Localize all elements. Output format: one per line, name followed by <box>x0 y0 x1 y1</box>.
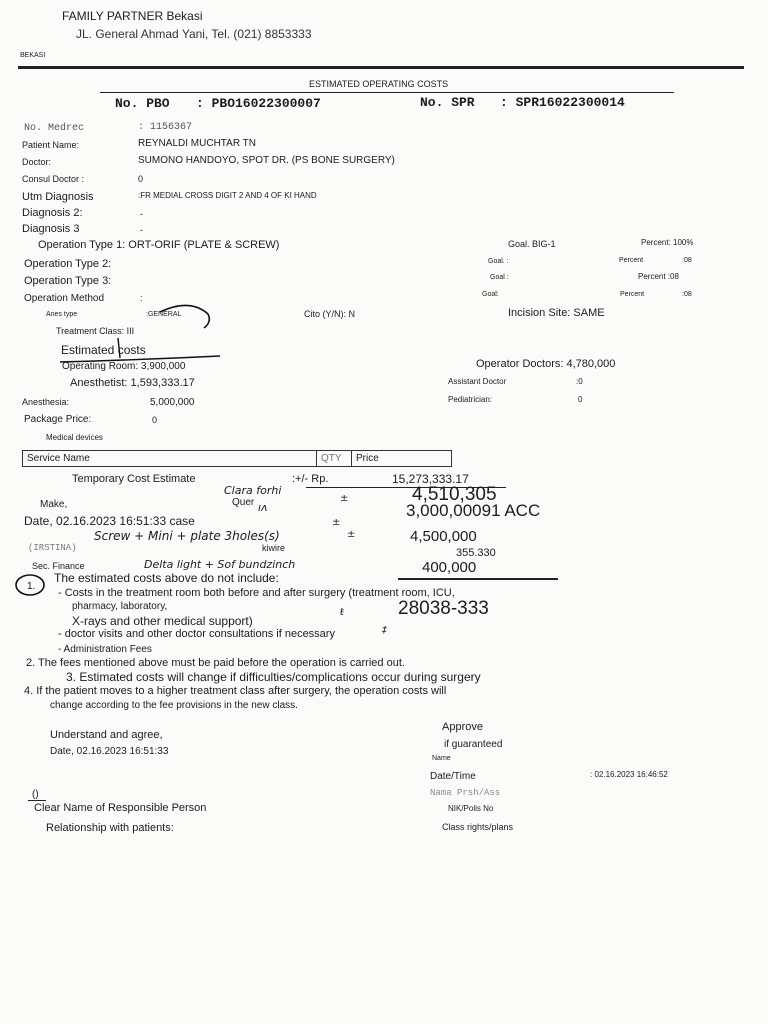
hw-phone: 28038-333 <box>398 598 489 619</box>
pediatrician-label: Pediatrician: <box>448 395 493 404</box>
branch-label: BEKASI <box>20 52 46 59</box>
hw-mark-5: ‡ <box>382 625 387 636</box>
percent-4-value: :08 <box>682 291 692 298</box>
date-case: Date, 02.16.2023 16:51:33 case <box>24 514 195 528</box>
hw-value-4: 355.330 <box>456 547 496 559</box>
hw-swirl: ıᴧ <box>258 501 268 514</box>
goal-3: Goal : <box>490 274 509 281</box>
hw-value-5: 400,000 <box>422 559 477 576</box>
sec-finance-label: Sec. Finance <box>32 561 85 571</box>
approve-label: Approve <box>442 721 483 733</box>
operation-method-value: : <box>140 293 143 303</box>
title-rule <box>100 92 674 93</box>
hw-mark-4: ŧ <box>340 607 344 618</box>
hw-sum-rule <box>398 578 558 580</box>
note-1: The estimated costs above do not include: <box>54 571 279 585</box>
percent-4-label: Percent <box>620 291 645 298</box>
doctor-label: Doctor: <box>22 157 52 167</box>
pediatrician-value: 0 <box>578 395 583 404</box>
diag2-value: - <box>140 209 143 219</box>
col-qty: QTY <box>317 451 352 467</box>
utm-value: :FR MEDIAL CROSS DIGIT 2 AND 4 OF KI HAND <box>138 191 317 200</box>
understand-agree: Understand and agree, <box>50 729 163 741</box>
class-rights-label: Class rights/plans <box>442 822 514 832</box>
assistant-doctor-label: Assistant Doctor <box>448 377 507 386</box>
doctor-value: SUMONO HANDOYO, SPOT DR. (PS BONE SURGERY) <box>138 155 395 166</box>
goal-1: Goal. BIG-1 <box>508 239 556 249</box>
irstina-label: (IRSTINA) <box>28 543 77 553</box>
approver-name-label: Name <box>432 755 451 762</box>
treatment-class: Treatment Class: III <box>56 326 135 336</box>
medical-devices-label: Medical devices <box>46 433 103 442</box>
patient-name-value: REYNALDI MUCHTAR TN <box>138 138 256 149</box>
diag3-label: Diagnosis 3 <box>22 223 80 235</box>
operator-doctors: Operator Doctors: 4,780,000 <box>476 358 616 370</box>
incision-site: Incision Site: SAME <box>508 307 605 319</box>
percent-3: Percent :08 <box>638 272 679 281</box>
note-1b: pharmacy, laboratory, <box>72 601 168 612</box>
form-title: ESTIMATED OPERATING COSTS <box>309 79 449 89</box>
note-1a: - Costs in the treatment room both before and after surgery (treatment room, ICU, <box>58 587 455 599</box>
note-1d: - doctor visits and other doctor consultations if necessary <box>58 628 335 640</box>
if-guaranteed-label: if guaranteed <box>444 739 503 750</box>
goal-2: Goal. : <box>488 258 509 265</box>
relationship-label: Relationship with patients: <box>46 822 174 834</box>
goal-4: Goal: <box>482 291 499 298</box>
datetime-value: : 02.16.2023 16:46:52 <box>590 770 668 779</box>
anesthetist: Anesthetist: 1,593,333.17 <box>70 377 195 389</box>
datetime-label: Date/Time <box>430 771 476 782</box>
hw-screw-note: Screw + Mini + plate 3holes(s) <box>94 529 280 543</box>
operation-type-3-label: Operation Type 3: <box>24 275 112 287</box>
hw-value-2: 3,000,00091 ACC <box>406 501 541 520</box>
consul-label: Consul Doctor : <box>22 174 85 184</box>
operation-type-1: Operation Type 1: ORT-ORIF (PLATE & SCREW) <box>38 239 280 251</box>
responsible-person-label: Clear Name of Responsible Person <box>34 802 207 814</box>
anes-type-label: Anes type <box>46 311 78 318</box>
note-3: 3. Estimated costs will change if difficulties/complications occur during surgery <box>66 670 481 684</box>
header-rule <box>18 66 744 69</box>
col-service-name: Service Name <box>23 451 317 467</box>
note-4: 4. If the patient moves to a higher treatment class after surgery, the operation costs will <box>24 685 447 697</box>
patient-name-label: Patient Name: <box>22 140 80 150</box>
pbo-label: No. PBO <box>115 96 170 111</box>
hw-clara-forhi: Clara forhi <box>224 484 282 497</box>
consul-value: 0 <box>138 174 144 184</box>
hw-mark-2: ± <box>332 517 341 528</box>
diag3-value: - <box>140 225 143 235</box>
svg-text:1.: 1. <box>27 581 36 592</box>
pbo-value: : PBO16022300007 <box>196 96 321 111</box>
cito-label: Cito (Y/N): N <box>304 309 356 319</box>
utm-label: Utm Diagnosis <box>22 191 94 203</box>
anes-type-value: :GENERAL <box>146 311 182 318</box>
table-header-row <box>23 451 452 467</box>
medrec-value: : 1156367 <box>138 122 193 133</box>
operating-room: Operating Room: 3,900,000 <box>62 361 186 372</box>
hw-mark-1: ± <box>340 493 349 504</box>
anesthesia-value: 5,000,000 <box>150 397 195 408</box>
signature-date: Date, 02.16.2023 16:51:33 <box>50 746 169 757</box>
spr-value: : SPR16022300014 <box>500 95 625 110</box>
col-price: Price <box>352 451 452 467</box>
note-1c: X-rays and other medical support) <box>72 614 253 628</box>
package-price-value: 0 <box>152 415 158 425</box>
pen-circle-mark <box>14 572 50 598</box>
diag2-label: Diagnosis 2: <box>22 207 83 219</box>
temp-cost-value: 15,273,333.17 <box>392 472 469 486</box>
nama-prsh-label: Nama Prsh/Ass <box>430 788 501 798</box>
percent-2-value: :08 <box>682 257 692 264</box>
medrec-label: No. Medrec <box>24 123 85 134</box>
operation-type-2-label: Operation Type 2: <box>24 258 112 270</box>
nik-polis-label: NIK/Polis No <box>448 804 494 813</box>
hw-kiwire: kiwire <box>262 543 286 553</box>
company-name: FAMILY PARTNER Bekasi <box>62 9 203 23</box>
hw-delta-note: Delta light + Sof bundzinch <box>144 558 296 571</box>
make-label: Make, <box>40 499 68 510</box>
company-address: JL. General Ahmad Yani, Tel. (021) 8853333 <box>76 27 312 41</box>
spr-label: No. SPR <box>420 95 475 110</box>
percent-1: Percent: 100% <box>641 238 694 247</box>
temp-cost-sign: :+/- Rp. <box>292 473 329 485</box>
pen-arc-mark <box>150 302 220 332</box>
package-price-label: Package Price: <box>24 414 92 425</box>
temp-cost-label: Temporary Cost Estimate <box>72 473 196 485</box>
anesthesia-label: Anesthesia: <box>22 397 70 407</box>
percent-2-label: Percent <box>619 257 644 264</box>
note-4b: change according to the fee provisions in the new class. <box>50 700 298 711</box>
signature-brackets: () <box>32 789 39 800</box>
note-2: 2. The fees mentioned above must be paid before the operation is carried out. <box>26 657 405 669</box>
hw-mark-3: ± <box>347 529 356 540</box>
service-table <box>22 450 452 467</box>
signature-line <box>28 800 46 801</box>
note-1e: - Administration Fees <box>58 644 152 655</box>
operation-method-label: Operation Method <box>24 293 105 304</box>
quer-label: Quer <box>232 497 255 508</box>
hw-value-3: 4,500,000 <box>410 528 477 545</box>
estimated-costs-heading: Estimated costs <box>61 343 146 357</box>
assistant-doctor-value: :0 <box>576 377 583 386</box>
hw-value-1: 4,510,305 <box>412 484 497 505</box>
